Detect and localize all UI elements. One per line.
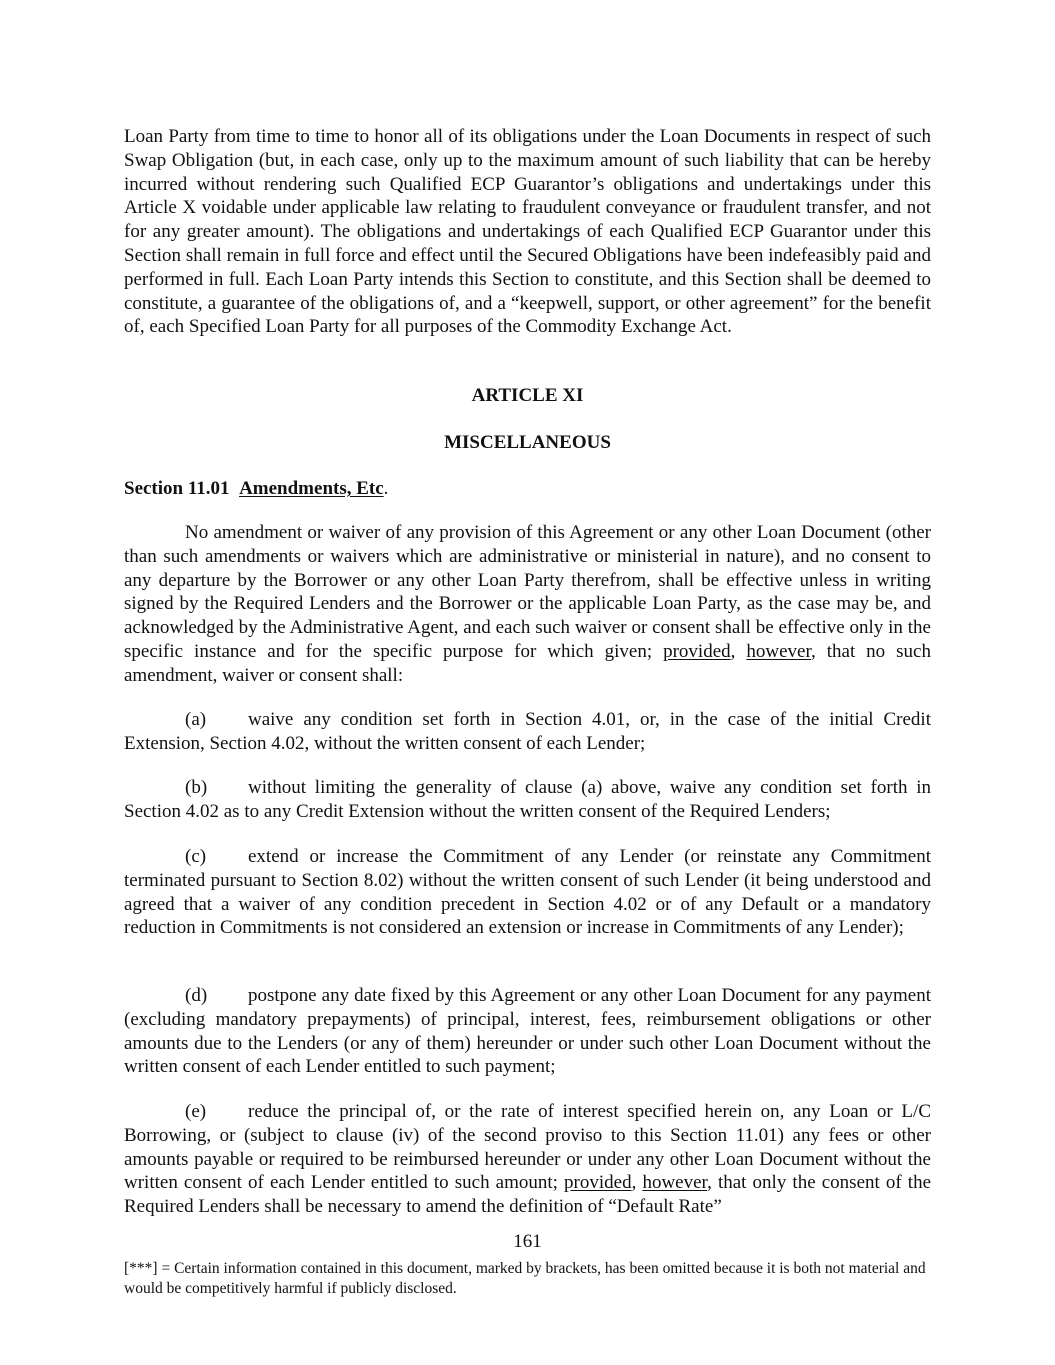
- continuation-paragraph: Loan Party from time to time to honor all of its obligations under the Loan Documents in respect of such Swap Obligation (but, in each case, only up to the maximum amount of such liability that can be hereby incurred without rendering such Qualified ECP Guarantor’s obligations and undertakings under this Article X voidable under applicable law relating to fraudulent conveyance or fraudulent transfer, and not for any greater amount). The obligations and undertakings of each Qualified ECP Guarantor under this Section shall remain in full force and effect until the Secured Obligations have been indefeasibly paid and performed in full. Each Loan Party intends this Section to constitute, and this Section shall be deemed to constitute, a guarantee of the obligations of, and a “keepwell, support, or other agreement” for the benefit of, each Specified Loan Party for all purposes of the Commodity Exchange Act.: [124, 126, 931, 338]
- clause-text: postpone any date fixed by this Agreement or any other Loan Document for any payment (excluding mandatory prepayments) of principal, interest, fees, reimbursement obligations or other amounts due to the Lenders (or any of them) hereunder or under such other Loan Document without the written consent of each Lender entitled to such payment;: [124, 985, 931, 1078]
- clause-label: (c): [185, 846, 207, 867]
- clause-e: [124, 1100, 931, 1219]
- clause-label: (b): [185, 777, 208, 798]
- section-number: Section 11.01: [124, 478, 230, 499]
- clause-a: [124, 708, 931, 756]
- clause-c: [124, 845, 931, 940]
- provided-term: provided: [663, 640, 731, 662]
- section-title-period: .: [383, 478, 389, 499]
- intro-rest: , that no such amendment, waiver or consent shall:: [124, 640, 931, 686]
- however-term: however: [642, 1172, 708, 1194]
- clause-label: (a): [185, 709, 207, 730]
- clause-b: [124, 776, 931, 824]
- section-title: Amendments, Etc: [239, 478, 384, 499]
- clause-comma: ,: [631, 1172, 643, 1194]
- however-term: however: [746, 640, 812, 662]
- article-subtitle: MISCELLANEOUS: [444, 432, 611, 453]
- clause-text: without limiting the generality of clause (a) above, waive any condition set forth in Section 4.02 as to any Credit Extension without the written consent of the Required Lenders;: [124, 777, 931, 822]
- section-heading: [124, 477, 931, 501]
- article-title: ARTICLE XI: [471, 385, 584, 406]
- intro-text: No amendment or waiver of any provision of this Agreement or any other Loan Document (other than such amendments or waivers which are administrative or ministerial in nature), and no consent to any departure by the Borrower or any other Loan Party therefrom, shall be effective unless in writing signed by the Required Lenders and the Borrower or the applicable Loan Party, as the case may be, and acknowledged by the Administrative Agent, and each such waiver or consent shall be effective only in the specific instance and for the specific purpose for which given;: [124, 522, 931, 662]
- clause-text: extend or increase the Commitment of any Lender (or reinstate any Commitment terminated pursuant to Section 8.02) without the written consent of such Lender (it being understood and agreed that a waiver of any condition precedent in Section 4.02 or of any Default or a mandatory reduction in Commitments is not considered an extension or increase in Commitments of any Lender);: [124, 846, 931, 939]
- section-intro-paragraph: [124, 521, 931, 688]
- page-number: 161: [513, 1231, 542, 1252]
- clause-rest: , that only the consent of the Required Lenders shall be necessary to amend the definition of “Default Rate”: [124, 1172, 932, 1218]
- clause-d: [124, 984, 931, 1079]
- clause-text: waive any condition set forth in Section 4.01, or, in the case of the initial Credit Extension, Section 4.02, without the written consent of each Lender;: [124, 709, 931, 754]
- clause-label: (e): [185, 1101, 207, 1122]
- intro-comma: ,: [730, 640, 747, 662]
- footnote: [***] = Certain information contained in this document, marked by brackets, has been omitted because it is both not material and would be competitively harmful if publicly disclosed.: [124, 1260, 926, 1297]
- provided-term: provided: [564, 1172, 632, 1194]
- clause-label: (d): [185, 985, 208, 1006]
- clause-text: reduce the principal of, or the rate of interest specified herein on, any Loan or L/C Borrowing, or (subject to clause (iv) of the second proviso to this Section 11.01) any fees or other amounts payable or required to be reimbursed hereunder or under any other Loan Document without the written consent of each Lender entitled to such amount;: [124, 1101, 931, 1194]
